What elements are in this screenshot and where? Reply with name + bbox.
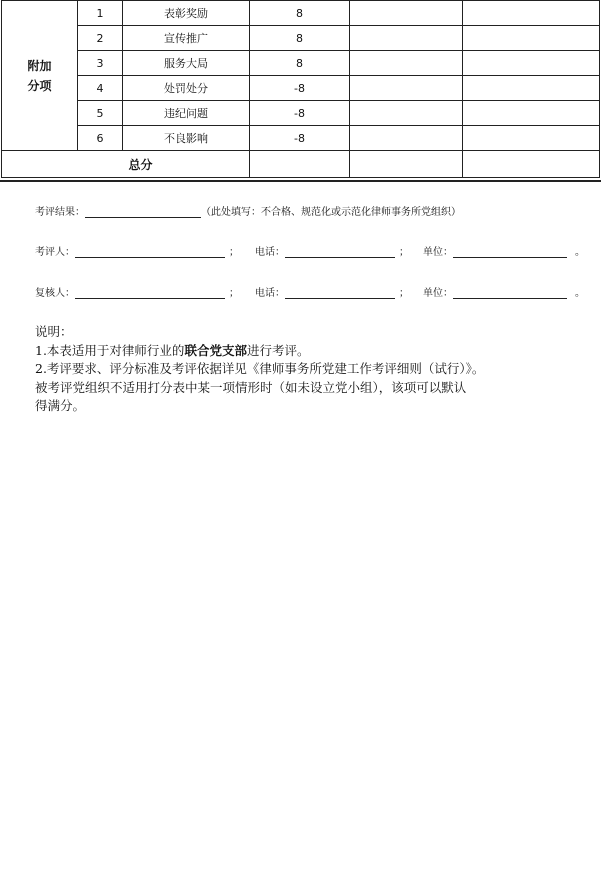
total-score-cell[interactable] (250, 151, 350, 178)
reviewer-label: 复核人： (35, 288, 75, 299)
reviewer-phone-semicolon: ； (399, 288, 409, 299)
total-self-score-cell[interactable] (350, 151, 463, 178)
notes-line-4: 得满分。 (35, 398, 86, 413)
score-table (1, 0, 600, 178)
row-score: 8 (250, 1, 350, 26)
table-row (2, 126, 600, 151)
row-score: 8 (250, 26, 350, 51)
table-row (2, 26, 600, 51)
total-label: 总分 (2, 151, 250, 178)
evaluator-phone-label: 电话： (255, 247, 285, 258)
row-review-score-cell[interactable] (463, 1, 600, 26)
row-score: 8 (250, 51, 350, 76)
reviewer-semicolon: ； (229, 288, 239, 299)
row-review-score-cell[interactable] (463, 126, 600, 151)
result-row (35, 203, 461, 218)
notes-line-1-prefix: 1.本表适用于对律师行业的 (35, 342, 185, 358)
table-row (2, 1, 600, 26)
result-label: 考评结果： (35, 207, 85, 218)
notes-line-2: 2.考评要求、评分标准及考评依据详见《律师事务所党建工作考评细则（试行）》。 (35, 361, 485, 376)
evaluator-label: 考评人： (35, 247, 75, 258)
row-item: 处罚处分 (123, 76, 250, 101)
row-number: 6 (78, 126, 123, 151)
reviewer-phone-field[interactable] (285, 286, 395, 299)
row-number: 1 (78, 1, 123, 26)
group-label-line2: 分项 (27, 78, 52, 93)
evaluator-unit-field[interactable] (453, 245, 567, 258)
evaluator-phone-semicolon: ； (399, 247, 409, 258)
table-row (2, 101, 600, 126)
row-item: 宣传推广 (123, 26, 250, 51)
notes-line-3: 被考评党组织不适用打分表中某一项情形时（如未设立党小组），该项可以默认 (35, 379, 467, 395)
row-review-score-cell[interactable] (463, 51, 600, 76)
table-row (2, 51, 600, 76)
row-item: 表彰奖励 (123, 1, 250, 26)
reviewer-name-field[interactable] (75, 286, 225, 299)
evaluator-row (35, 243, 585, 258)
reviewer-phone-label: 电话： (255, 288, 285, 299)
row-self-score-cell[interactable] (350, 1, 463, 26)
evaluator-semicolon: ； (229, 247, 239, 258)
evaluator-period: 。 (575, 247, 585, 258)
total-review-score-cell[interactable] (463, 151, 600, 178)
reviewer-row (35, 284, 585, 299)
evaluator-unit-label: 单位： (423, 247, 453, 258)
row-self-score-cell[interactable] (350, 101, 463, 126)
table-row (2, 76, 600, 101)
row-self-score-cell[interactable] (350, 26, 463, 51)
row-number: 4 (78, 76, 123, 101)
table-bottom-rule (0, 180, 601, 182)
notes-line-1-bold: 联合党支部 (184, 342, 247, 358)
evaluator-phone-field[interactable] (285, 245, 395, 258)
row-score: -8 (250, 101, 350, 126)
row-score: -8 (250, 76, 350, 101)
row-review-score-cell[interactable] (463, 26, 600, 51)
row-review-score-cell[interactable] (463, 76, 600, 101)
notes-line-1-suffix: 进行考评。 (246, 342, 310, 358)
evaluator-name-field[interactable] (75, 245, 225, 258)
row-item: 违纪问题 (123, 101, 250, 126)
row-review-score-cell[interactable] (463, 101, 600, 126)
row-number: 3 (78, 51, 123, 76)
row-score: -8 (250, 126, 350, 151)
result-hint: （此处填写：不合格、规范化或示范化律师事务所党组织） (201, 207, 461, 218)
row-item: 服务大局 (123, 51, 250, 76)
row-self-score-cell[interactable] (350, 76, 463, 101)
total-row (2, 151, 600, 178)
group-label-cell (2, 1, 78, 151)
row-item: 不良影响 (123, 126, 250, 151)
row-self-score-cell[interactable] (350, 126, 463, 151)
notes-line-1 (35, 342, 585, 361)
result-field[interactable] (85, 205, 201, 218)
notes-heading: 说明： (35, 324, 73, 339)
reviewer-unit-field[interactable] (453, 286, 567, 299)
row-number: 5 (78, 101, 123, 126)
reviewer-period: 。 (575, 288, 585, 299)
row-number: 2 (78, 26, 123, 51)
reviewer-unit-label: 单位： (423, 288, 453, 299)
group-label-line1: 附加 (27, 58, 52, 73)
notes-section (35, 323, 585, 416)
row-self-score-cell[interactable] (350, 51, 463, 76)
